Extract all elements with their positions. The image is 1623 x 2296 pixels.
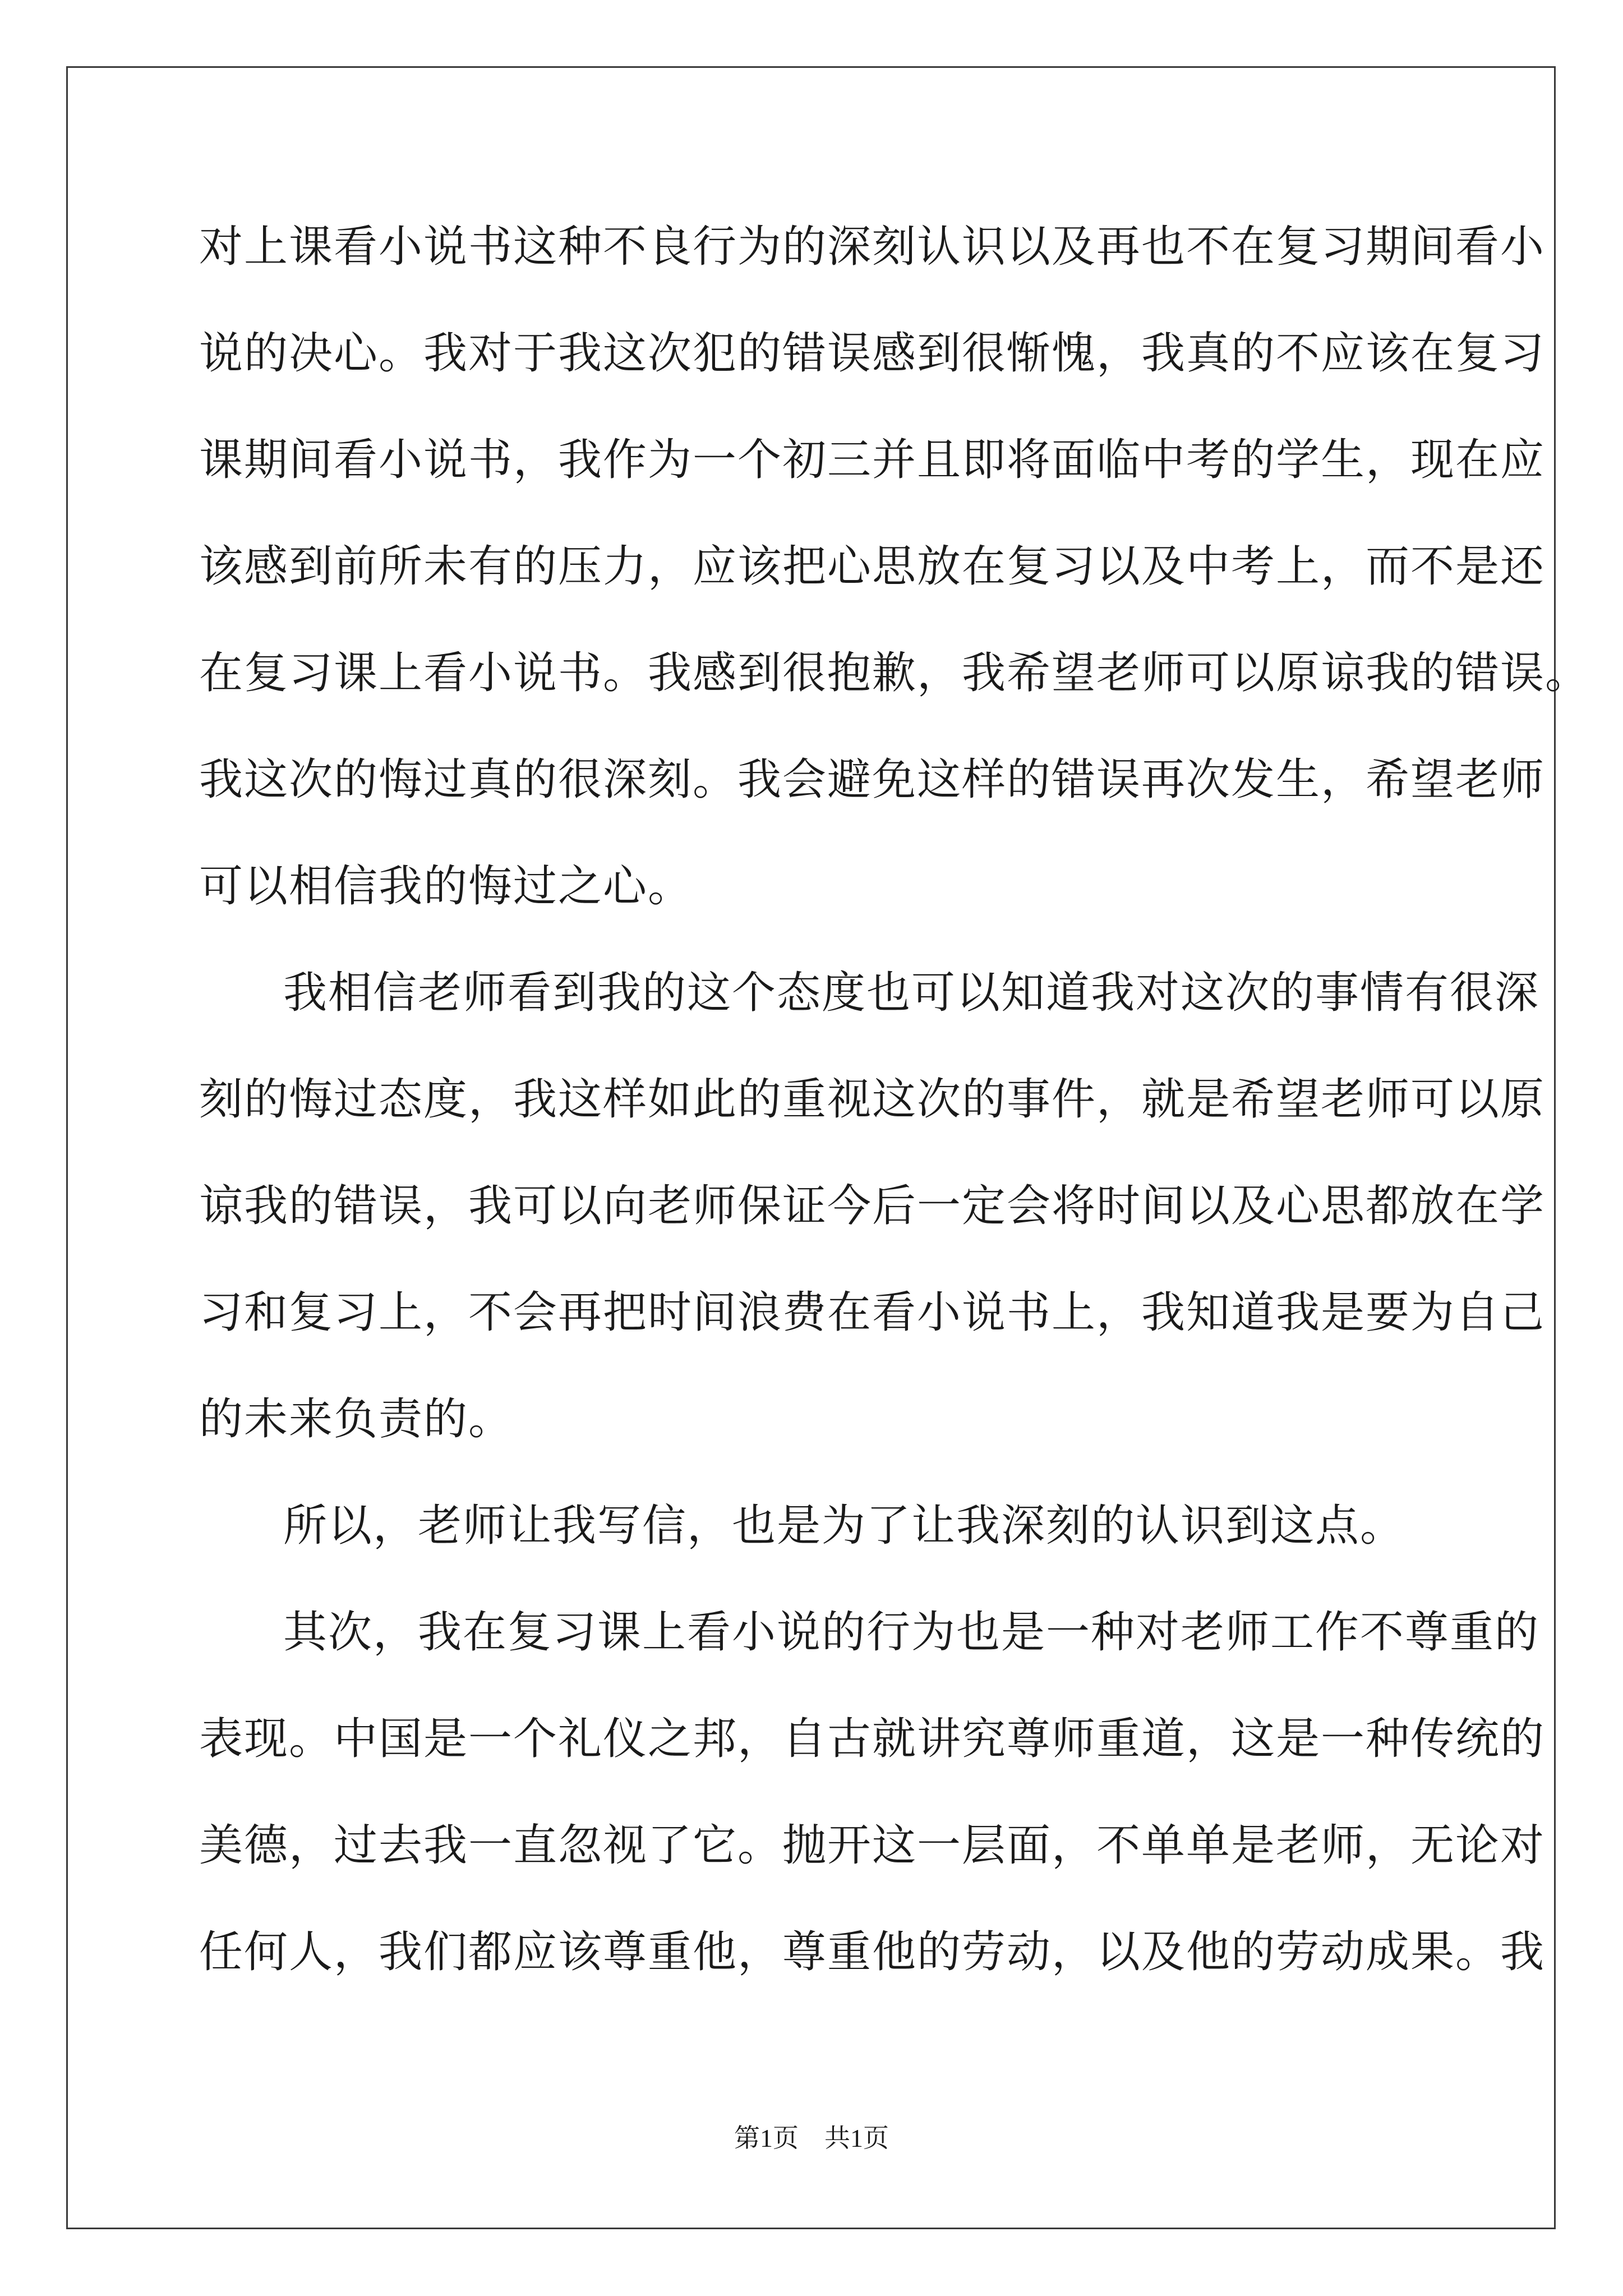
text-line: 课期间看小说书，我作为一个初三并且即将面临中考的学生，现在应 bbox=[199, 435, 1546, 485]
paragraph-first-line: 我相信老师看到我的这个态度也可以知道我对这次的事情有很深 bbox=[283, 968, 1540, 1018]
text-line: 刻的悔过态度，我这样如此的重视这次的事件，就是希望老师可以原 bbox=[199, 1074, 1546, 1125]
text-line: 谅我的错误，我可以向老师保证今后一定会将时间以及心思都放在学 bbox=[199, 1181, 1546, 1231]
text-line: 对上课看小说书这种不良行为的深刻认识以及再也不在复习期间看小 bbox=[199, 222, 1546, 272]
text-line: 我这次的悔过真的很深刻。我会避免这样的错误再次发生，希望老师 bbox=[199, 754, 1546, 805]
text-line: 该感到前所未有的压力，应该把心思放在复习以及中考上，而不是还 bbox=[199, 541, 1546, 592]
text-line: 表现。中国是一个礼仪之邦，自古就讲究尊师重道，这是一种传统的 bbox=[199, 1714, 1546, 1764]
text-line: 在复习课上看小说书。我感到很抱歉，我希望老师可以原谅我的错误。 bbox=[199, 648, 1590, 698]
page-number-footer: 第1页 共1页 bbox=[734, 2124, 889, 2152]
document-body bbox=[199, 194, 1590, 2005]
text-line: 习和复习上，不会再把时间浪费在看小说书上，我知道我是要为自己 bbox=[199, 1287, 1546, 1338]
text-line: 的未来负责的。 bbox=[199, 1394, 514, 1444]
paragraph-first-line: 其次，我在复习课上看小说的行为也是一种对老师工作不尊重的 bbox=[283, 1607, 1540, 1658]
text-line: 美德，过去我一直忽视了它。抛开这一层面，不单单是老师，无论对 bbox=[199, 1820, 1546, 1871]
text-line: 任何人，我们都应该尊重他，尊重他的劳动，以及他的劳动成果。我 bbox=[199, 1927, 1546, 1977]
text-line: 说的决心。我对于我这次犯的错误感到很惭愧，我真的不应该在复习 bbox=[199, 328, 1546, 379]
paragraph-first-line: 所以，老师让我写信，也是为了让我深刻的认识到这点。 bbox=[283, 1501, 1405, 1551]
text-line: 可以相信我的悔过之心。 bbox=[199, 861, 693, 912]
